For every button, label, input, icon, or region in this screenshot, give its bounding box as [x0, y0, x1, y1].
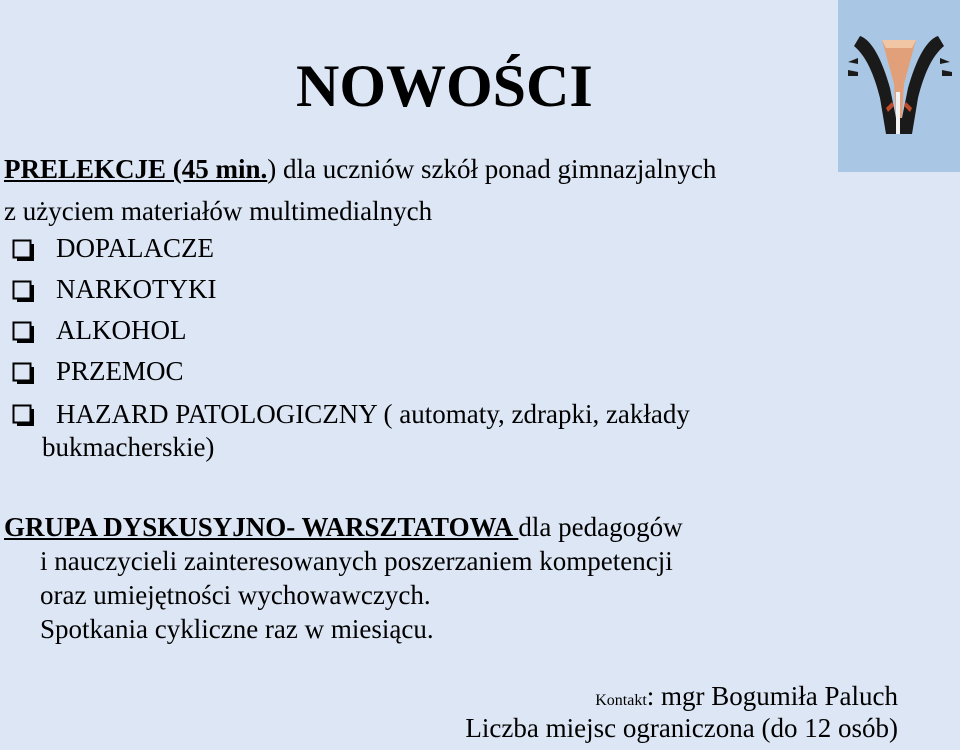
- topic-label-continuation: bukmacherskie): [42, 432, 215, 462]
- grupa-line: i nauczycieli zainteresowanych poszerzaniem kompetencji: [40, 546, 673, 576]
- contact-label: Kontakt: [595, 692, 647, 709]
- prelekcje-lead: PRELEKCJE (45 min.: [4, 154, 268, 184]
- checkbox-bullet-icon: [12, 362, 30, 380]
- grupa-lead: GRUPA DYSKUSYJNO- WARSZTATOWA: [4, 512, 519, 542]
- checkbox-bullet-icon: [12, 239, 30, 257]
- topic-label: PRZEMOC: [56, 356, 184, 386]
- list-item: [4, 310, 936, 351]
- hourglass-logo-icon: [838, 0, 960, 172]
- topic-label: NARKOTYKI: [56, 274, 217, 304]
- list-item: [4, 228, 936, 269]
- prelekcje-rest: ) dla uczniów szkół ponad gimnazjalnych: [267, 154, 717, 184]
- topic-list: [4, 228, 936, 464]
- list-item: [4, 269, 936, 310]
- prelekcje-paragraph: [4, 148, 924, 232]
- list-item: [4, 392, 936, 464]
- topic-label: ALKOHOL: [56, 315, 187, 345]
- grupa-line: oraz umiejętności wychowawczych.: [40, 580, 431, 610]
- list-item: [4, 351, 936, 392]
- seat-limit-note: Liczba miejsc ograniczona (do 12 osób): [465, 713, 898, 743]
- topic-label: DOPALACZE: [56, 233, 215, 263]
- checkbox-bullet-icon: [12, 280, 30, 298]
- prelekcje-second-line: z użyciem materiałów multimedialnych: [4, 196, 433, 226]
- checkbox-bullet-icon: [12, 404, 30, 422]
- checkbox-bullet-icon: [12, 321, 30, 339]
- logo: [838, 0, 960, 172]
- grupa-rest: dla pedagogów: [518, 512, 683, 542]
- grupa-line: Spotkania cykliczne raz w miesiącu.: [40, 614, 434, 644]
- grupa-paragraph: [4, 510, 904, 646]
- topic-label: HAZARD PATOLOGICZNY ( automaty, zdrapki, zakłady: [56, 399, 690, 429]
- slide-title: NOWOŚCI: [296, 53, 593, 119]
- contact-person: : mgr Bogumiła Paluch: [646, 681, 898, 711]
